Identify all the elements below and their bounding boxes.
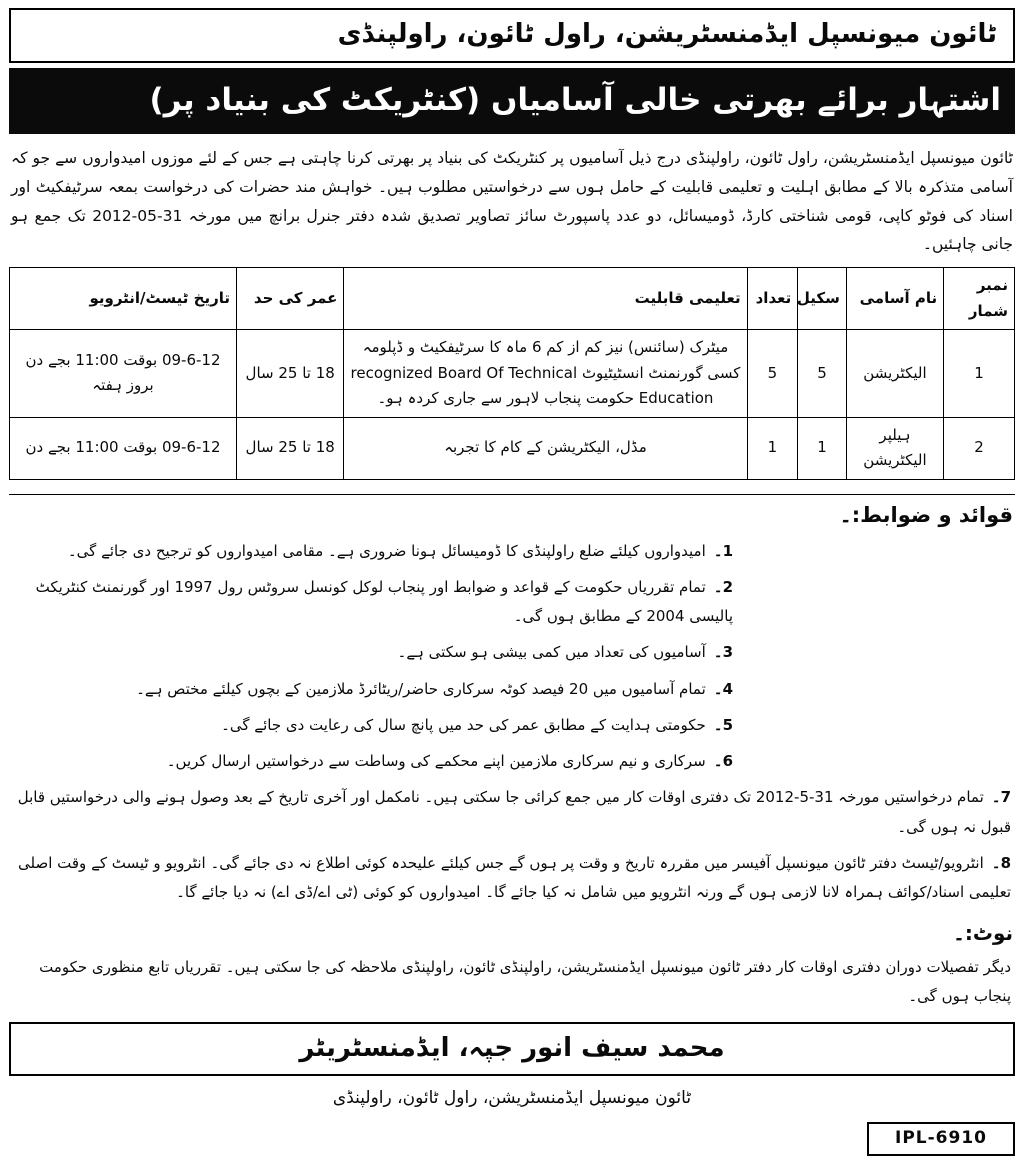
masthead (9, 8, 1015, 63)
rule-number: 6۔ (713, 752, 733, 771)
note-text: دیگر تفصیلات دوران دفتری اوقات کار دفتر ٹائون میونسپل ایڈمنسٹریشن، راولپنڈی ٹائون، راولپنڈی ملاحظہ کی جا سکتی ہیں۔ تقرریاں تابع منظوری حکومت پنجاب ہوں گی۔ (39, 958, 1011, 1005)
ad-code-row (9, 1122, 1015, 1156)
table-header-row (10, 268, 1015, 330)
table-row (10, 330, 1015, 418)
note-heading: نوٹ:۔ (953, 921, 1013, 946)
cell-qualification: میٹرک (سائنس) نیز کم از کم 6 ماہ کا سرٹیفکیٹ و ڈپلومہ کسی گورنمنٹ انسٹیٹیوٹ recognized Board Of Technical Education حکومت پنجاب لاہور سے جاری کردہ ہو۔ (344, 330, 747, 418)
cell-age: 18 تا 25 سال (237, 330, 344, 418)
rule-number: 1۔ (713, 541, 733, 560)
cell-count: 1 (747, 417, 798, 479)
signature-box (9, 1022, 1015, 1076)
column-header-post: نام آسامی (846, 268, 943, 330)
cell-serial: 1 (944, 330, 1015, 418)
list-item (13, 638, 733, 667)
ad-code: IPL-6910 (895, 1128, 987, 1149)
cell-count: 5 (747, 330, 798, 418)
ad-title-bar (9, 68, 1015, 134)
cell-test-date: 09-6-12 بوقت 11:00 بجے دن (10, 417, 237, 479)
cell-age: 18 تا 25 سال (237, 417, 344, 479)
ad-code-box (867, 1122, 1015, 1156)
list-item (13, 783, 1011, 842)
cell-serial: 2 (944, 417, 1015, 479)
column-header-qualification: تعلیمی قابلیت (344, 268, 747, 330)
list-item (13, 675, 733, 704)
column-header-count: تعداد (747, 268, 798, 330)
rule-text: حکومتی ہدایت کے مطابق عمر کی حد میں پانچ سال کی رعایت دی جائے گی۔ (221, 715, 706, 734)
organization-title: ٹائون میونسپل ایڈمنسٹریشن، راول ٹائون، راولپنڈی (337, 19, 997, 49)
list-item (13, 849, 1011, 908)
section-divider (9, 494, 1015, 495)
rule-number: 5۔ (713, 715, 733, 734)
intro-paragraph: ٹائون میونسپل ایڈمنسٹریشن، راول ٹائون، راولپنڈی درج ذیل آسامیوں پر کنٹریکٹ کی بنیاد پر بھرتی کرنا چاہتی ہے جس کے لئے موزوں امیدواروں سے جو کہ آسامی متذکرہ بالا کے مطابق اہلیت و تعلیمی قابلیت کے حامل ہوں سے درخواستیں مطلوب ہیں۔ خواہش مند حضرات کی درخواست بمعہ سرٹیفکیٹ اور اسناد کی فوٹو کاپی، قومی شناختی کارڈ، ڈومیسائل، دو عدد پاسپورٹ سائز تصاویر تصدیق شدہ دفتر جنرل برانچ میں مورخہ 31-05-2012 تک جمع ہو جانی چاہئیں۔ (11, 149, 1013, 254)
rule-number: 7۔ (991, 788, 1011, 807)
rule-number: 8۔ (991, 853, 1011, 872)
rule-text: آسامیوں کی تعداد میں کمی بیشی ہو سکتی ہے۔ (397, 643, 706, 662)
vacancies-table (9, 267, 1015, 480)
rule-number: 4۔ (713, 679, 733, 698)
rules-heading: قوائد و ضوابط:۔ (839, 502, 1013, 527)
administrator-name: محمد سیف انور جپہ، ایڈمنسٹریٹر (299, 1033, 725, 1064)
list-item (13, 573, 733, 632)
rule-text: تمام آسامیوں میں 20 فیصد کوٹہ سرکاری حاضر/ریٹائرڈ ملازمین کے بچوں کیلئے مختص ہے۔ (136, 679, 706, 698)
ad-title: اشتہار برائے بھرتی خالی آسامیاں (کنٹریکٹ کی بنیاد پر) (149, 82, 1001, 119)
footer-organization: ٹائون میونسپل ایڈمنسٹریشن، راول ٹائون، راولپنڈی (332, 1088, 692, 1109)
list-item (13, 747, 733, 776)
rule-text: انٹرویو/ٹیسٹ دفتر ٹائون میونسپل آفیسر میں مقررہ تاریخ و وقت پر ہوں گے جس کیلئے علیحدہ کوئی اطلاع نہ دی جائے گی۔ انٹرویو و ٹیسٹ کے وقت اصلی تعلیمی اسناد/کوائف ہمراہ لانا لازمی ہوں گے ورنہ انٹرویو میں شامل نہ کیا جائے گا۔ امیدواروں کو کوئی (ٹی اے/ڈی اے) نہ دیا جائے گا۔ (18, 853, 1011, 902)
rule-number: 3۔ (713, 643, 733, 662)
cell-test-date: 09-6-12 بوقت 11:00 بجے دن بروز ہفتہ (10, 330, 237, 418)
cell-qualification: مڈل، الیکٹریشن کے کام کا تجربہ (344, 417, 747, 479)
cell-scale: 5 (798, 330, 847, 418)
rule-text: امیدواروں کیلئے ضلع راولپنڈی کا ڈومیسائل ہونا ضروری ہے۔ مقامی امیدواروں کو ترجیح دی جائے گی۔ (67, 541, 706, 560)
column-header-scale: سکیل (798, 268, 847, 330)
rule-text: تمام تقرریاں حکومت کے قواعد و ضوابط اور پنجاب لوکل کونسل سروٹس رول 1997 اور گورنمنٹ کنٹریکٹ پالیسی 2004 کے مطابق ہوں گی۔ (35, 577, 733, 626)
rules-list (13, 537, 1011, 908)
rule-text: تمام درخواستیں مورخہ 31-5-2012 تک دفتری اوقات کار میں جمع کرائی جا سکتی ہیں۔ نامکمل اور آخری تاریخ کے بعد وصول ہونے والی درخواستیں قابل قبول نہ ہوں گی۔ (17, 788, 1011, 836)
cell-scale: 1 (798, 417, 847, 479)
column-header-age: عمر کی حد (237, 268, 344, 330)
cell-post: ہیلپر الیکٹریشن (846, 417, 943, 479)
column-header-serial: نمبر شمار (944, 268, 1015, 330)
list-item (13, 537, 733, 566)
rule-text: سرکاری و نیم سرکاری ملازمین اپنے محکمے کی وساطت سے درخواستیں ارسال کریں۔ (166, 752, 706, 771)
table-row (10, 417, 1015, 479)
rule-number: 2۔ (713, 577, 733, 596)
column-header-test-date: تاریخ ٹیسٹ/انٹرویو (10, 268, 237, 330)
list-item (13, 711, 733, 740)
cell-post: الیکٹریشن (846, 330, 943, 418)
